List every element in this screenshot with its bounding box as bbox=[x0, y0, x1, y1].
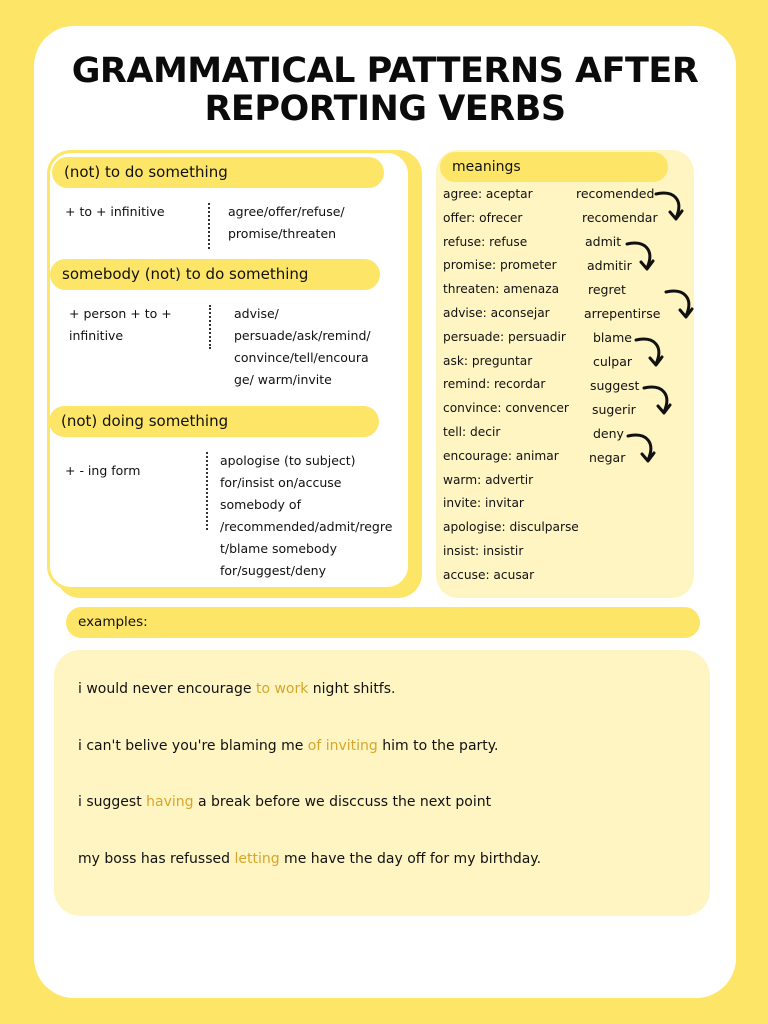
title-line-1: GRAMMATICAL PATTERNS AFTER bbox=[71, 51, 699, 91]
meaning-item: offer: ofrecer bbox=[443, 210, 523, 225]
curved-arrow-icon bbox=[621, 236, 661, 276]
example-text: a break before we disccuss the next point bbox=[193, 794, 492, 810]
example-text: i suggest bbox=[78, 794, 147, 810]
pattern-verbs-3-line: for/insist on/accuse bbox=[220, 475, 342, 490]
example-sentence bbox=[78, 736, 499, 756]
meaning-item: insist: insistir bbox=[443, 543, 524, 558]
example-sentence bbox=[78, 792, 491, 812]
meanings-list bbox=[443, 183, 579, 588]
examples-heading: examples: bbox=[66, 607, 700, 638]
meaning-item: invite: invitar bbox=[443, 496, 524, 511]
curved-arrow-icon bbox=[630, 332, 670, 372]
pair-english: admit bbox=[585, 234, 622, 249]
meaning-item: warm: advertir bbox=[443, 472, 534, 487]
meaning-item: promise: prometer bbox=[443, 258, 557, 273]
meaning-item: refuse: refuse bbox=[443, 234, 528, 249]
example-sentence bbox=[78, 679, 395, 699]
pattern-verbs-2 bbox=[234, 303, 371, 391]
title-line-2: REPORTING VERBS bbox=[204, 89, 566, 129]
pair-english: regret bbox=[588, 282, 626, 297]
meaning-item: encourage: animar bbox=[443, 448, 559, 463]
pattern-divider-1 bbox=[208, 203, 210, 249]
pattern-heading-2: somebody (not) to do something bbox=[50, 259, 380, 290]
pattern-verbs-3 bbox=[220, 450, 392, 582]
pattern-verbs-3-line: somebody of bbox=[220, 497, 301, 512]
pattern-rule-2-line: + person + to + bbox=[69, 306, 172, 321]
pattern-verbs-1-line: promise/threaten bbox=[228, 226, 337, 241]
pair-english: recomended bbox=[576, 186, 655, 201]
pair-english: blame bbox=[593, 330, 632, 345]
example-text: my boss has refussed bbox=[78, 851, 235, 867]
example-highlight: having bbox=[146, 794, 194, 810]
example-text: me have the day off for my birthday. bbox=[279, 851, 542, 867]
pattern-verbs-2-line: convince/tell/encoura bbox=[234, 350, 369, 365]
example-sentence bbox=[78, 849, 541, 869]
meaning-item: persuade: persuadir bbox=[443, 329, 566, 344]
pattern-divider-2 bbox=[209, 305, 211, 349]
pattern-verbs-3-line: t/blame somebody bbox=[220, 541, 337, 556]
example-highlight: of inviting bbox=[307, 738, 378, 754]
pair-spanish: recomendar bbox=[582, 210, 658, 225]
pattern-heading-3: (not) doing something bbox=[49, 406, 379, 437]
meaning-item: convince: convencer bbox=[443, 401, 569, 416]
pattern-rule-2 bbox=[69, 303, 172, 347]
pair-spanish: negar bbox=[589, 450, 626, 465]
meaning-item: agree: aceptar bbox=[443, 187, 533, 201]
pattern-heading-1: (not) to do something bbox=[52, 157, 384, 188]
meaning-item: remind: recordar bbox=[443, 377, 546, 392]
meanings-heading: meanings bbox=[440, 152, 668, 182]
pattern-verbs-1 bbox=[228, 201, 345, 245]
meaning-item: ask: preguntar bbox=[443, 353, 533, 368]
pair-spanish: culpar bbox=[593, 354, 633, 369]
pattern-verbs-2-line: ge/ warm/invite bbox=[234, 372, 332, 387]
example-text: him to the party. bbox=[377, 738, 499, 754]
meaning-item: threaten: amenaza bbox=[443, 282, 560, 297]
meaning-item: accuse: acusar bbox=[443, 567, 535, 582]
pattern-rule-3: + - ing form bbox=[65, 463, 141, 478]
meaning-item: apologise: disculparse bbox=[443, 520, 579, 535]
curved-arrow-icon bbox=[650, 186, 690, 226]
example-text: i can't belive you're blaming me bbox=[78, 738, 308, 754]
meaning-item: advise: aconsejar bbox=[443, 305, 550, 320]
pattern-verbs-3-line: /recommended/admit/regre bbox=[220, 519, 393, 534]
pattern-divider-3 bbox=[206, 452, 208, 530]
example-text: night shitfs. bbox=[308, 681, 396, 697]
example-highlight: to work bbox=[255, 681, 309, 697]
pattern-verbs-2-line: persuade/ask/remind/ bbox=[234, 328, 371, 343]
pattern-verbs-1-line: agree/offer/refuse/ bbox=[228, 204, 345, 219]
pair-spanish: arrepentirse bbox=[584, 306, 661, 321]
pattern-rule-2-line: infinitive bbox=[69, 328, 124, 343]
example-highlight: letting bbox=[234, 851, 280, 867]
meaning-item: tell: decir bbox=[443, 424, 501, 439]
pattern-verbs-3-line: apologise (to subject) bbox=[220, 453, 356, 468]
pair-english: suggest bbox=[590, 378, 640, 393]
pattern-rule-1: + to + infinitive bbox=[65, 204, 165, 219]
curved-arrow-icon bbox=[622, 428, 662, 468]
pattern-verbs-3-line: for/suggest/deny bbox=[220, 563, 326, 578]
pair-spanish: sugerir bbox=[592, 402, 636, 417]
page-title bbox=[34, 52, 736, 128]
pair-spanish: admitir bbox=[587, 258, 632, 273]
example-text: i would never encourage bbox=[78, 681, 256, 697]
pair-english: deny bbox=[593, 426, 624, 441]
curved-arrow-icon bbox=[638, 380, 678, 420]
curved-arrow-icon bbox=[660, 284, 700, 324]
pattern-verbs-2-line: advise/ bbox=[234, 306, 279, 321]
